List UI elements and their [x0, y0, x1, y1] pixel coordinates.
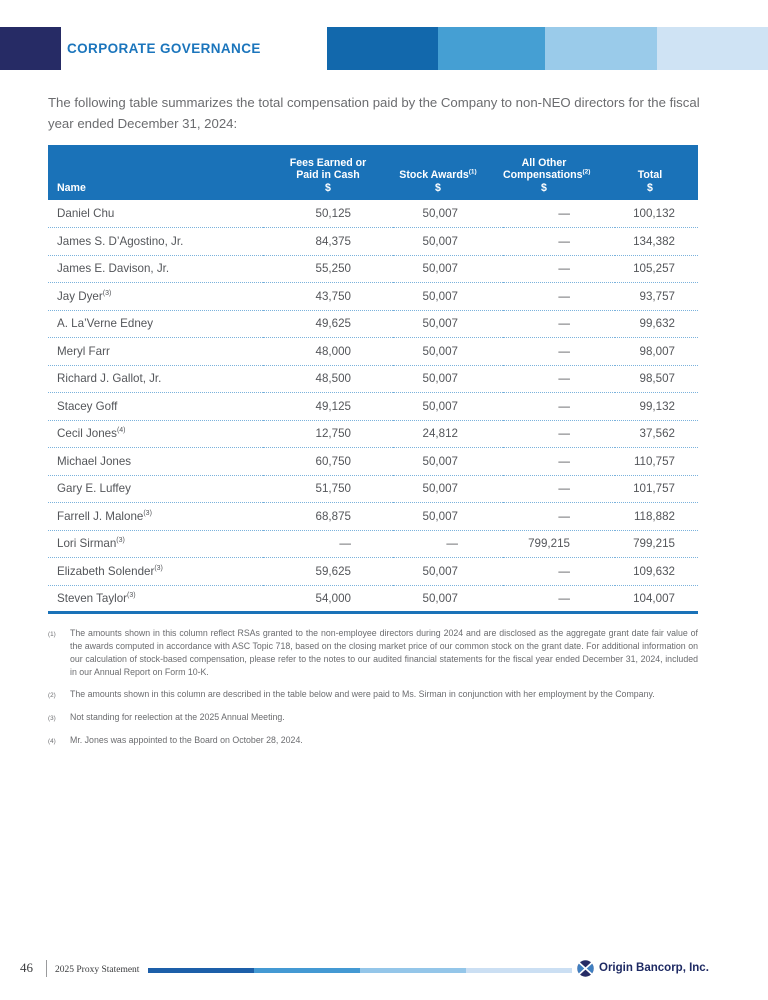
page-footer	[0, 959, 768, 981]
fees-cell: 51,750	[263, 475, 393, 503]
gradient-segment-4	[657, 27, 768, 70]
fees-cell: 48,000	[263, 338, 393, 366]
other-compensation-cell: —	[503, 255, 615, 283]
footnote-marker: (1)	[48, 631, 56, 638]
footer-gradient-segment-1	[148, 968, 254, 973]
table-row	[48, 503, 698, 531]
table-row	[48, 255, 698, 283]
footnote	[48, 734, 698, 748]
total-cell: 110,757	[615, 448, 698, 476]
total-cell: 134,382	[615, 228, 698, 256]
fees-cell: 50,125	[263, 200, 393, 228]
director-name-cell: Steven Taylor$^{(3)}$	[48, 585, 263, 613]
director-name-cell: Richard J. Gallot, Jr.	[48, 365, 263, 393]
table-row	[48, 310, 698, 338]
fees-cell: 60,750	[263, 448, 393, 476]
other-compensation-cell: —	[503, 310, 615, 338]
total-cell: 93,757	[615, 283, 698, 311]
footer-gradient-segment-4	[466, 968, 572, 973]
footnotes-section	[48, 627, 698, 757]
gradient-segment-2	[438, 27, 545, 70]
table-row	[48, 228, 698, 256]
origin-logo-icon	[577, 960, 594, 977]
footnote-text: The amounts shown in this column are described in the table below and were paid to Ms. Sirman in conjunction with her employment by the Company.	[70, 689, 655, 699]
stock-awards-cell: —	[393, 530, 503, 558]
director-name-cell: Daniel Chu	[48, 200, 263, 228]
table-row	[48, 393, 698, 421]
stock-awards-cell: 50,007	[393, 200, 503, 228]
col-header-fees: Fees Earned or Paid in Cash $	[263, 145, 393, 200]
fees-cell: 59,625	[263, 558, 393, 586]
footnote	[48, 711, 698, 725]
gradient-segment-1	[327, 27, 438, 70]
other-compensation-cell: —	[503, 393, 615, 421]
table-row	[48, 448, 698, 476]
table-row	[48, 283, 698, 311]
director-name-cell: Jay Dyer$^{(3)}$	[48, 283, 263, 311]
other-compensation-cell: —	[503, 585, 615, 613]
director-name-cell: Farrell J. Malone$^{(3)}$	[48, 503, 263, 531]
stock-awards-cell: 50,007	[393, 503, 503, 531]
fees-cell: 54,000	[263, 585, 393, 613]
other-compensation-cell: —	[503, 475, 615, 503]
total-cell: 98,507	[615, 365, 698, 393]
fees-cell: 84,375	[263, 228, 393, 256]
stock-awards-cell: 50,007	[393, 228, 503, 256]
stock-awards-cell: 50,007	[393, 283, 503, 311]
table-header	[48, 145, 698, 200]
footer-gradient-segment-2	[254, 968, 360, 973]
other-compensation-cell: —	[503, 365, 615, 393]
fees-cell: 48,500	[263, 365, 393, 393]
table-row	[48, 200, 698, 228]
page-header	[0, 27, 768, 70]
total-cell: 37,562	[615, 420, 698, 448]
director-name-cell: A. La’Verne Edney	[48, 310, 263, 338]
total-cell: 109,632	[615, 558, 698, 586]
table-body	[48, 200, 698, 613]
stock-awards-cell: 50,007	[393, 448, 503, 476]
total-cell: 99,132	[615, 393, 698, 421]
footnote-marker: (3)	[48, 715, 56, 722]
footnote-text: Mr. Jones was appointed to the Board on October 28, 2024.	[70, 735, 303, 745]
stock-awards-cell: 50,007	[393, 310, 503, 338]
stock-awards-cell: 24,812	[393, 420, 503, 448]
table-row	[48, 585, 698, 613]
footnote-text: The amounts shown in this column reflect RSAs granted to the non-employee directors during 2024 and are disclosed as the aggregate grant date fair value of the awards computed in accordance with ASC Topic 718, based on the closing market price of our common stock on the grant date. For additional information on our calculation of stock-based compensation, please refer to the notes to our audited financial statements for the fiscal year ended December 31, 2024, included in our Annual Report on Form 10-K.	[70, 628, 698, 677]
other-compensation-cell: —	[503, 503, 615, 531]
footer-divider	[46, 960, 47, 977]
fees-cell: 12,750	[263, 420, 393, 448]
total-cell: 101,757	[615, 475, 698, 503]
footer-gradient-bar	[148, 968, 572, 973]
fees-cell: 49,125	[263, 393, 393, 421]
other-compensation-cell: —	[503, 228, 615, 256]
section-title: CORPORATE GOVERNANCE	[67, 41, 261, 56]
director-name-cell: Cecil Jones$^{(4)}$	[48, 420, 263, 448]
fees-cell: 49,625	[263, 310, 393, 338]
header-navy-block	[0, 27, 61, 70]
stock-awards-cell: 50,007	[393, 365, 503, 393]
other-compensation-cell: —	[503, 558, 615, 586]
table-row	[48, 558, 698, 586]
stock-awards-cell: 50,007	[393, 585, 503, 613]
fees-cell: 68,875	[263, 503, 393, 531]
total-cell: 105,257	[615, 255, 698, 283]
fees-cell: —	[263, 530, 393, 558]
director-name-cell: Lori Sirman$^{(3)}$	[48, 530, 263, 558]
footer-company-name: Origin Bancorp, Inc.	[599, 962, 709, 974]
table-row	[48, 475, 698, 503]
stock-awards-cell: 50,007	[393, 475, 503, 503]
page-number: 46	[20, 960, 33, 975]
total-cell: 104,007	[615, 585, 698, 613]
stock-awards-cell: 50,007	[393, 558, 503, 586]
total-cell: 98,007	[615, 338, 698, 366]
gradient-segment-3	[545, 27, 657, 70]
header-gradient-bar	[327, 27, 768, 70]
director-name-cell: Michael Jones	[48, 448, 263, 476]
director-name-cell: James S. D’Agostino, Jr.	[48, 228, 263, 256]
footer-document-label: 2025 Proxy Statement	[55, 965, 140, 975]
table-row	[48, 365, 698, 393]
director-compensation-table	[48, 145, 698, 614]
footnote-marker: (2)	[48, 692, 56, 699]
fees-cell: 55,250	[263, 255, 393, 283]
footer-gradient-segment-3	[360, 968, 466, 973]
fees-cell: 43,750	[263, 283, 393, 311]
total-cell: 799,215	[615, 530, 698, 558]
col-header-stock-awards: Stock Awards$^{(1)}$ $	[393, 145, 503, 200]
footnote-text: Not standing for reelection at the 2025 Annual Meeting.	[70, 712, 285, 722]
stock-awards-cell: 50,007	[393, 255, 503, 283]
footnote	[48, 688, 698, 702]
intro-paragraph: The following table summarizes the total compensation paid by the Company to non-NEO directors for the fiscal year ended December 31, 2024:	[48, 95, 700, 131]
stock-awards-cell: 50,007	[393, 393, 503, 421]
footnote	[48, 627, 698, 679]
other-compensation-cell: —	[503, 200, 615, 228]
director-name-cell: Meryl Farr	[48, 338, 263, 366]
table-row	[48, 338, 698, 366]
col-header-all-other: All Other Compensations$^{(2)}$ $	[503, 145, 615, 200]
other-compensation-cell: —	[503, 283, 615, 311]
total-cell: 118,882	[615, 503, 698, 531]
director-name-cell: Stacey Goff	[48, 393, 263, 421]
other-compensation-cell: —	[503, 448, 615, 476]
table-row	[48, 530, 698, 558]
other-compensation-cell: 799,215	[503, 530, 615, 558]
total-cell: 99,632	[615, 310, 698, 338]
col-header-name: Name	[48, 145, 263, 200]
director-name-cell: Elizabeth Solender$^{(3)}$	[48, 558, 263, 586]
other-compensation-cell: —	[503, 338, 615, 366]
other-compensation-cell: —	[503, 420, 615, 448]
total-cell: 100,132	[615, 200, 698, 228]
col-header-total: Total $	[615, 145, 698, 200]
director-name-cell: James E. Davison, Jr.	[48, 255, 263, 283]
director-name-cell: Gary E. Luffey	[48, 475, 263, 503]
table-row	[48, 420, 698, 448]
footnote-marker: (4)	[48, 738, 56, 745]
stock-awards-cell: 50,007	[393, 338, 503, 366]
